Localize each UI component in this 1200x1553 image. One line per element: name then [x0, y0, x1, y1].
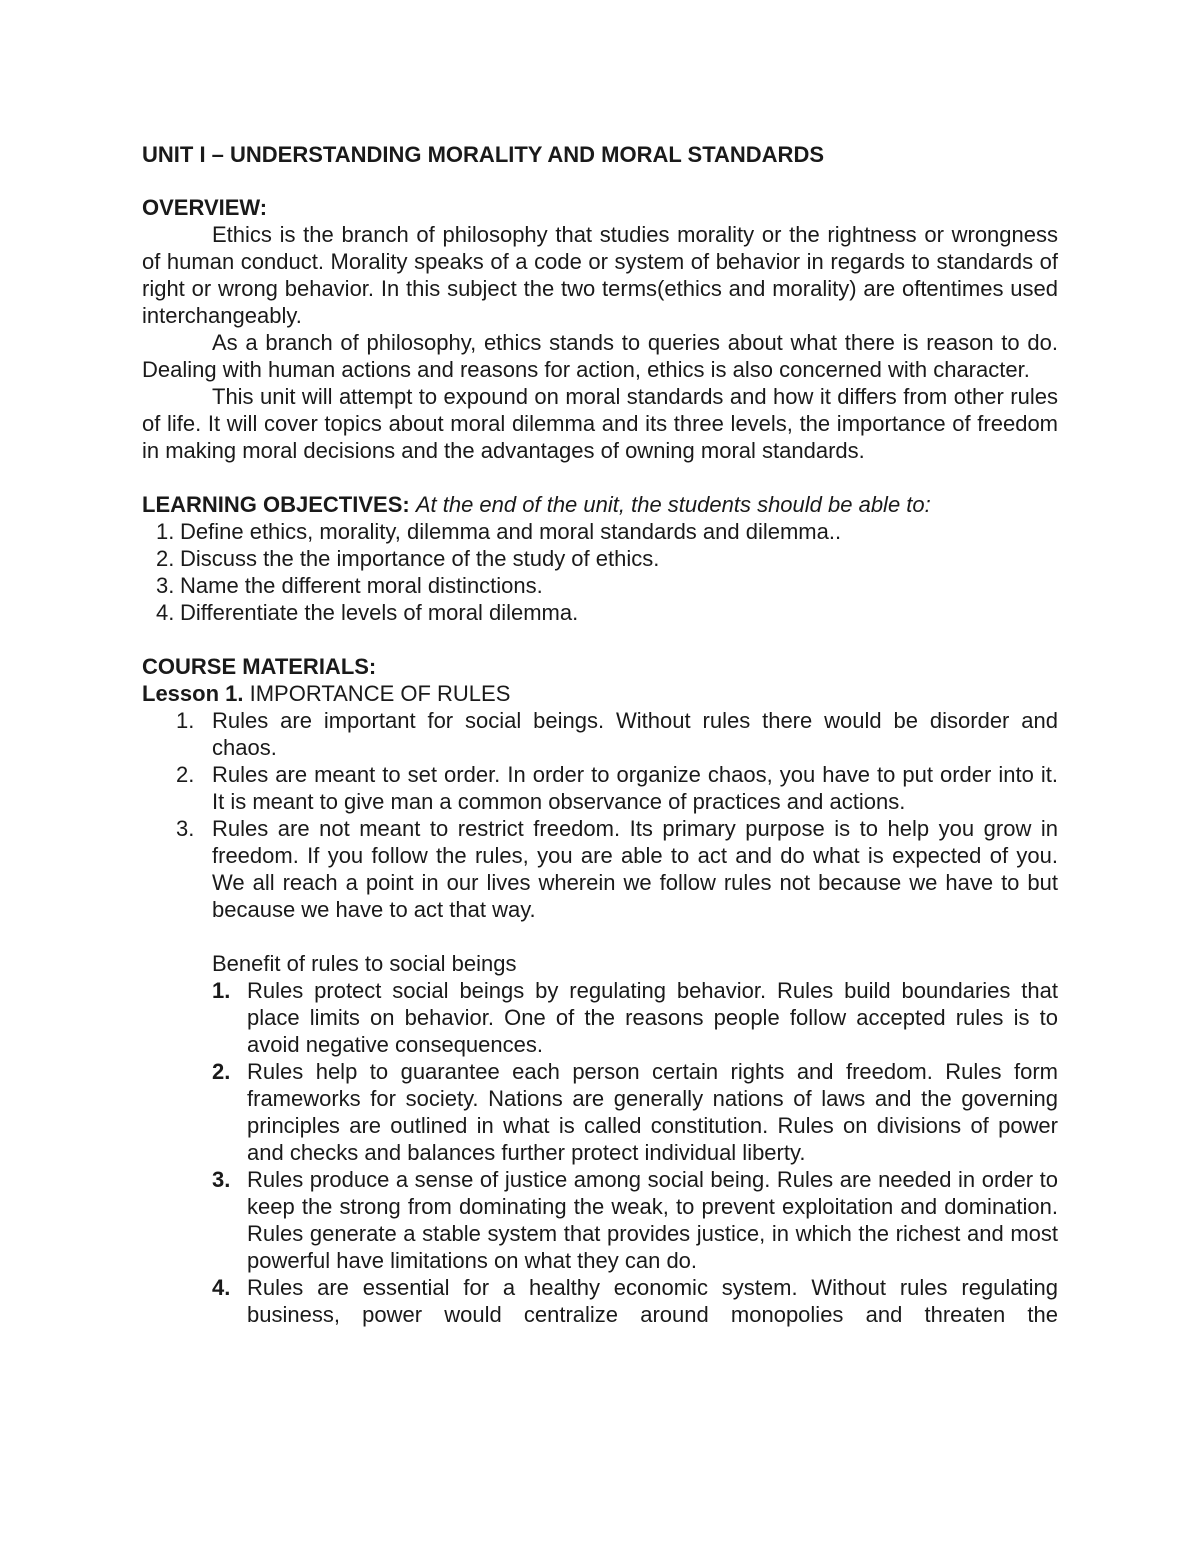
- objective-item: [142, 518, 1058, 545]
- rule-number: 1.: [176, 708, 195, 733]
- objective-number: 4.: [156, 600, 175, 625]
- unit-title: UNIT I – UNDERSTANDING MORALITY AND MORAL STANDARDS: [142, 142, 824, 167]
- benefit-subheading: Benefit of rules to social beings: [212, 951, 517, 976]
- overview-paragraph-3: This unit will attempt to expound on moral standards and how it differs from other rules of life. It will cover topics about moral dilemma and its three levels, the importance of freedom in making moral decisions and the advantages of owning moral standards.: [142, 384, 1058, 463]
- benefit-text: Rules help to guarantee each person certain rights and freedom. Rules form frameworks for society. Nations are generally nations of laws and the governing principles are outlined in what is called constitution. Rules on divisions of power and checks and balances further protect individual liberty.: [247, 1059, 1058, 1165]
- benefit-text: Rules are essential for a healthy economic system. Without rules regulating business, power would centralize around monopolies and threaten the: [247, 1275, 1058, 1327]
- objective-item: [142, 599, 1058, 626]
- learning-objectives-heading: [142, 491, 1058, 518]
- overview-paragraph-1: Ethics is the branch of philosophy that studies morality or the rightness or wrongness of human conduct. Morality speaks of a code or system of behavior in regards to standards of right or wrong behavior. In this subject the two terms(ethics and morality) are oftentimes used interchangeably.: [142, 222, 1058, 328]
- benefit-text: Rules protect social beings by regulating behavior. Rules build boundaries that place limits on behavior. One of the reasons people follow accepted rules is to avoid negative consequences.: [247, 978, 1058, 1057]
- lesson-label: Lesson 1.: [142, 681, 244, 706]
- learning-objectives-intro: At the end of the unit, the students should be able to:: [415, 492, 931, 517]
- rule-text: Rules are meant to set order. In order to organize chaos, you have to put order into it. It is meant to give man a common observance of practices and actions.: [212, 762, 1058, 814]
- document-page: [142, 140, 1058, 1328]
- objective-number: 3.: [156, 573, 175, 598]
- objective-item: [142, 545, 1058, 572]
- benefit-number: 4.: [212, 1275, 231, 1300]
- benefit-item: [142, 1058, 1058, 1166]
- rule-text: Rules are not meant to restrict freedom. Its primary purpose is to help you grow in freedom. If you follow the rules, you are able to act and do what is expected of you. We all reach a point in our lives wherein we follow rules not because we have to but because we have to act that way.: [212, 816, 1058, 922]
- overview-paragraph-2: As a branch of philosophy, ethics stands to queries about what there is reason to do. Dealing with human actions and reasons for action, ethics is also concerned with character.: [142, 330, 1058, 382]
- benefit-item: [142, 977, 1058, 1058]
- rule-item: [142, 761, 1058, 815]
- objective-number: 1.: [156, 519, 175, 544]
- overview-heading: OVERVIEW:: [142, 195, 268, 220]
- rule-item: [142, 707, 1058, 761]
- benefit-text: Rules produce a sense of justice among social being. Rules are needed in order to keep the strong from dominating the weak, to prevent exploitation and domination. Rules generate a stable system that provides justice, in which the richest and most powerful have limitations on what they can do.: [247, 1167, 1058, 1273]
- learning-objectives-list: [142, 518, 1058, 626]
- benefits-list: [142, 977, 1058, 1328]
- objective-number: 2.: [156, 546, 175, 571]
- rules-list: [142, 707, 1058, 923]
- objective-text: Name the different moral distinctions.: [180, 573, 543, 598]
- rule-item: [142, 815, 1058, 923]
- benefit-item: [142, 1166, 1058, 1274]
- rule-number: 3.: [176, 816, 195, 841]
- benefit-item: [142, 1274, 1058, 1328]
- lesson-title: IMPORTANCE OF RULES: [249, 681, 511, 706]
- course-materials-heading: COURSE MATERIALS:: [142, 654, 377, 679]
- objective-item: [142, 572, 1058, 599]
- benefit-number: 1.: [212, 978, 231, 1003]
- learning-objectives-label: LEARNING OBJECTIVES:: [142, 492, 410, 517]
- rule-text: Rules are important for social beings. Without rules there would be disorder and chaos.: [212, 708, 1058, 760]
- objective-text: Discuss the the importance of the study of ethics.: [180, 546, 660, 571]
- objective-text: Define ethics, morality, dilemma and moral standards and dilemma..: [180, 519, 842, 544]
- rule-number: 2.: [176, 762, 195, 787]
- lesson-heading: [142, 680, 1058, 707]
- benefit-number: 2.: [212, 1059, 231, 1084]
- objective-text: Differentiate the levels of moral dilemma.: [180, 600, 579, 625]
- benefit-number: 3.: [212, 1167, 231, 1192]
